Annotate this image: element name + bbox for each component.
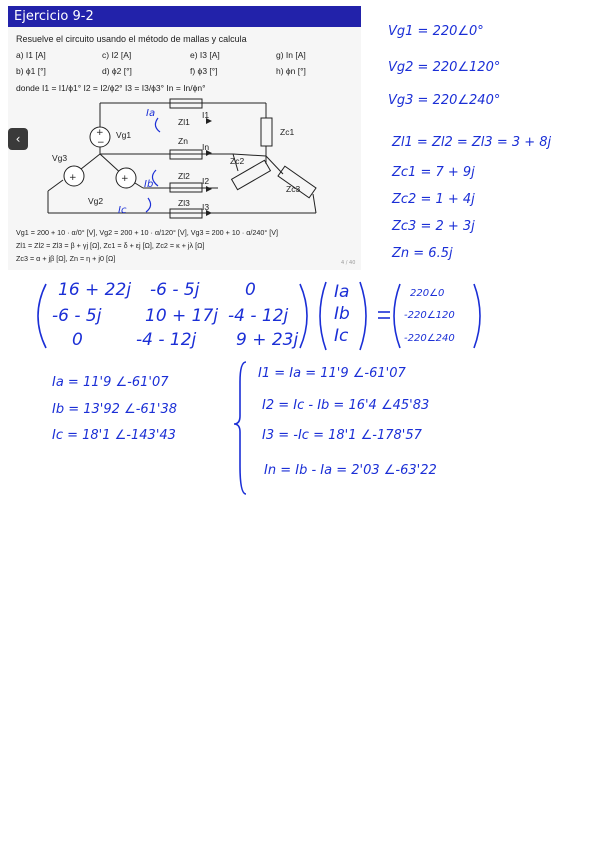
note-zc3: Zc3 = 2 + 3j (392, 219, 475, 234)
result-i2: I2 = Ic - Ib = 16'4 ∠45'83 (262, 398, 430, 413)
note-vg1: Vg1 = 220∠0° (388, 24, 484, 39)
question-f: f) ϕ3 [°] (190, 66, 218, 76)
question-e: e) I3 [A] (190, 50, 220, 60)
svg-text:+: + (121, 174, 129, 184)
matrix-cell-1-1: 16 + 22j (58, 280, 132, 300)
svg-text:−: − (97, 138, 105, 148)
svg-text:+: + (69, 173, 77, 183)
note-zl: Zl1 = Zl2 = Zl3 = 3 + 8j (392, 135, 552, 150)
note-zc1: Zc1 = 7 + 9j (392, 165, 475, 180)
label-zc1: Zc1 (280, 127, 295, 137)
back-button[interactable]: ‹ (8, 128, 28, 150)
rhs-3: -220∠240 (404, 333, 455, 344)
label-vg3: Vg3 (52, 153, 68, 163)
matrix-cell-3-3: 9 + 23j (236, 330, 299, 350)
problem-statement: Resuelve el circuito usando el método de mallas y calcula (16, 34, 247, 44)
question-b: b) ϕ1 [°] (16, 66, 46, 76)
matrix-cell-2-3: -4 - 12j (228, 306, 289, 326)
label-i2: I2 (202, 176, 210, 186)
matrix-cell-3-1: 0 (72, 330, 83, 350)
label-in: In (202, 142, 210, 152)
matrix-cell-3-2: -4 - 12j (136, 330, 197, 350)
phasor-definition: donde I1 = I1/ϕ1° I2 = I2/ϕ2° I3 = I3/ϕ3° In = In/ϕn° (16, 83, 206, 93)
label-ic: Ic (118, 205, 127, 216)
result-ic: Ic = 18'1 ∠-143'43 (52, 428, 176, 443)
question-c: c) I2 [A] (102, 50, 132, 60)
label-vg2: Vg2 (88, 196, 104, 206)
unknown-ib: Ib (334, 304, 350, 324)
unknown-ia: Ia (334, 282, 350, 302)
result-ia: Ia = 11'9 ∠-61'07 (52, 375, 169, 390)
result-i3: I3 = -Ic = 18'1 ∠-178'57 (262, 428, 422, 443)
matrix-cell-2-1: -6 - 5j (52, 306, 102, 326)
data-line-3: Zc3 = α + jβ [Ω], Zn = η + j0 [Ω] (16, 254, 116, 263)
label-zn: Zn (178, 136, 188, 146)
label-ib: Ib (144, 179, 154, 190)
matrix-cell-2-2: 10 + 17j (145, 306, 219, 326)
note-zn: Zn = 6.5j (392, 246, 453, 261)
question-d: d) ϕ2 [°] (102, 66, 132, 76)
label-vg1: Vg1 (116, 130, 132, 140)
result-i1: I1 = Ia = 11'9 ∠-61'07 (258, 366, 406, 381)
label-zl1: Zl1 (178, 117, 190, 127)
label-ia: Ia (146, 108, 156, 119)
result-ib: Ib = 13'92 ∠-61'38 (52, 402, 178, 417)
label-zl3: Zl3 (178, 198, 190, 208)
label-i3: I3 (202, 202, 210, 212)
question-g: g) In [A] (276, 50, 306, 60)
svg-text:+: + (96, 128, 104, 138)
question-h: h) ϕn [°] (276, 66, 306, 76)
note-vg3: Vg3 = 220∠240° (388, 93, 501, 108)
note-vg2: Vg2 = 220∠120° (388, 60, 501, 75)
slide-title: Ejercicio 9-2 (8, 6, 361, 27)
label-i1: I1 (202, 110, 210, 120)
note-zc2: Zc2 = 1 + 4j (392, 192, 475, 207)
data-line-2: Zl1 = Zl2 = Zl3 = β + γj [Ω], Zc1 = δ + εj [Ω], Zc2 = κ + jλ [Ω] (16, 241, 205, 250)
unknown-ic: Ic (334, 326, 349, 346)
data-line-1: Vg1 = 200 + 10 · α/0° [V], Vg2 = 200 + 10 · α/120° [V], Vg3 = 200 + 10 · α/240° [V] (16, 228, 279, 237)
label-zc2: Zc2 (230, 156, 245, 166)
label-zl2: Zl2 (178, 171, 190, 181)
page-number: 4 / 40 (341, 260, 356, 266)
rhs-2: -220∠120 (404, 310, 455, 321)
label-zc3: Zc3 (286, 184, 301, 194)
matrix-cell-1-2: -6 - 5j (150, 280, 200, 300)
question-a: a) I1 [A] (16, 50, 46, 60)
matrix-cell-1-3: 0 (245, 280, 256, 300)
rhs-1: 220∠0 (410, 288, 445, 299)
result-in: In = Ib - Ia = 2'03 ∠-63'22 (264, 463, 437, 478)
